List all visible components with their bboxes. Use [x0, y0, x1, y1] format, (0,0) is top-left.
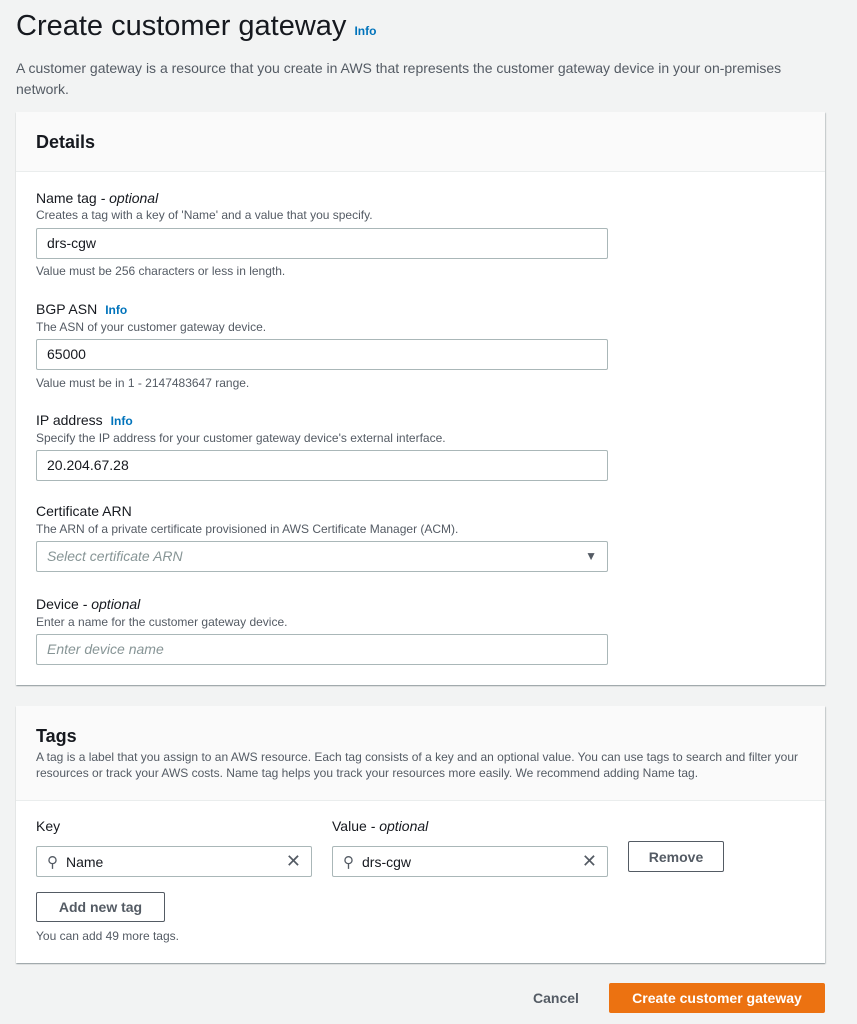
search-icon: ⚲: [343, 853, 354, 871]
bgp-asn-constraint: Value must be in 1 - 2147483647 range.: [36, 376, 250, 390]
tags-remaining: You can add 49 more tags.: [36, 929, 179, 943]
ip-address-input[interactable]: 20.204.67.28: [36, 450, 608, 481]
details-title: Details: [36, 132, 96, 152]
certificate-arn-hint: The ARN of a private certificate provisioned in AWS Certificate Manager (ACM).: [36, 522, 459, 536]
name-tag-constraint: Value must be 256 characters or less in length.: [36, 264, 286, 278]
device-hint: Enter a name for the customer gateway device.: [36, 615, 288, 629]
create-customer-gateway-button[interactable]: Create customer gateway: [609, 983, 825, 1013]
page-title-text: Create customer gateway: [16, 10, 347, 42]
tag-value-input[interactable]: [332, 846, 608, 877]
name-tag-hint: Creates a tag with a key of 'Name' and a value that you specify.: [36, 208, 373, 222]
search-icon: ⚲: [47, 853, 58, 871]
device-label: Device - optional: [36, 596, 141, 612]
page-description: A customer gateway is a resource that you create in AWS that represents the customer gateway device in your on-premises network.: [16, 60, 782, 97]
ip-address-hint: Specify the IP address for your customer gateway device's external interface.: [36, 431, 446, 445]
tags-title: Tags: [36, 726, 77, 746]
device-input[interactable]: [36, 634, 608, 665]
caret-down-icon: ▼: [585, 549, 597, 563]
clear-icon[interactable]: ✕: [581, 851, 597, 871]
certificate-arn-placeholder: Select certificate ARN: [47, 548, 183, 564]
tag-key-input[interactable]: [36, 846, 312, 877]
certificate-arn-select[interactable]: [36, 541, 608, 572]
bgp-asn-hint: The ASN of your customer gateway device.: [36, 320, 267, 334]
tag-value-value: drs-cgw: [362, 853, 412, 870]
name-tag-input[interactable]: drs-cgw: [36, 228, 608, 259]
ip-address-label: IP address Info: [36, 412, 133, 428]
tag-key-value: Name: [66, 853, 104, 870]
add-new-tag-button[interactable]: Add new tag: [36, 892, 165, 922]
remove-tag-button[interactable]: Remove: [628, 841, 724, 872]
name-tag-label: Name tag - optional: [36, 190, 159, 206]
bgp-asn-label: BGP ASN Info: [36, 301, 128, 317]
value-label: Value - optional: [332, 818, 429, 834]
details-panel: [16, 112, 825, 685]
tags-panel: [16, 706, 825, 963]
clear-icon[interactable]: ✕: [285, 851, 301, 871]
page-title: [16, 10, 376, 43]
ip-address-info-link[interactable]: Info: [110, 414, 133, 428]
cancel-button[interactable]: Cancel: [533, 990, 579, 1006]
bgp-asn-info-link[interactable]: Info: [105, 303, 128, 317]
tags-description: A tag is a label that you assign to an AWS resource. Each tag consists of a key and an optional value. You can use tags to search and filter your resources or track your AWS costs. Name tag helps you track your resources more easily. We recommend adding Name tag.: [36, 750, 799, 780]
bgp-asn-input[interactable]: 65000: [36, 339, 608, 370]
key-label: Key: [36, 818, 61, 834]
certificate-arn-label: Certificate ARN: [36, 503, 132, 519]
device-placeholder: Enter device name: [47, 641, 164, 657]
info-link[interactable]: Info: [354, 24, 377, 38]
